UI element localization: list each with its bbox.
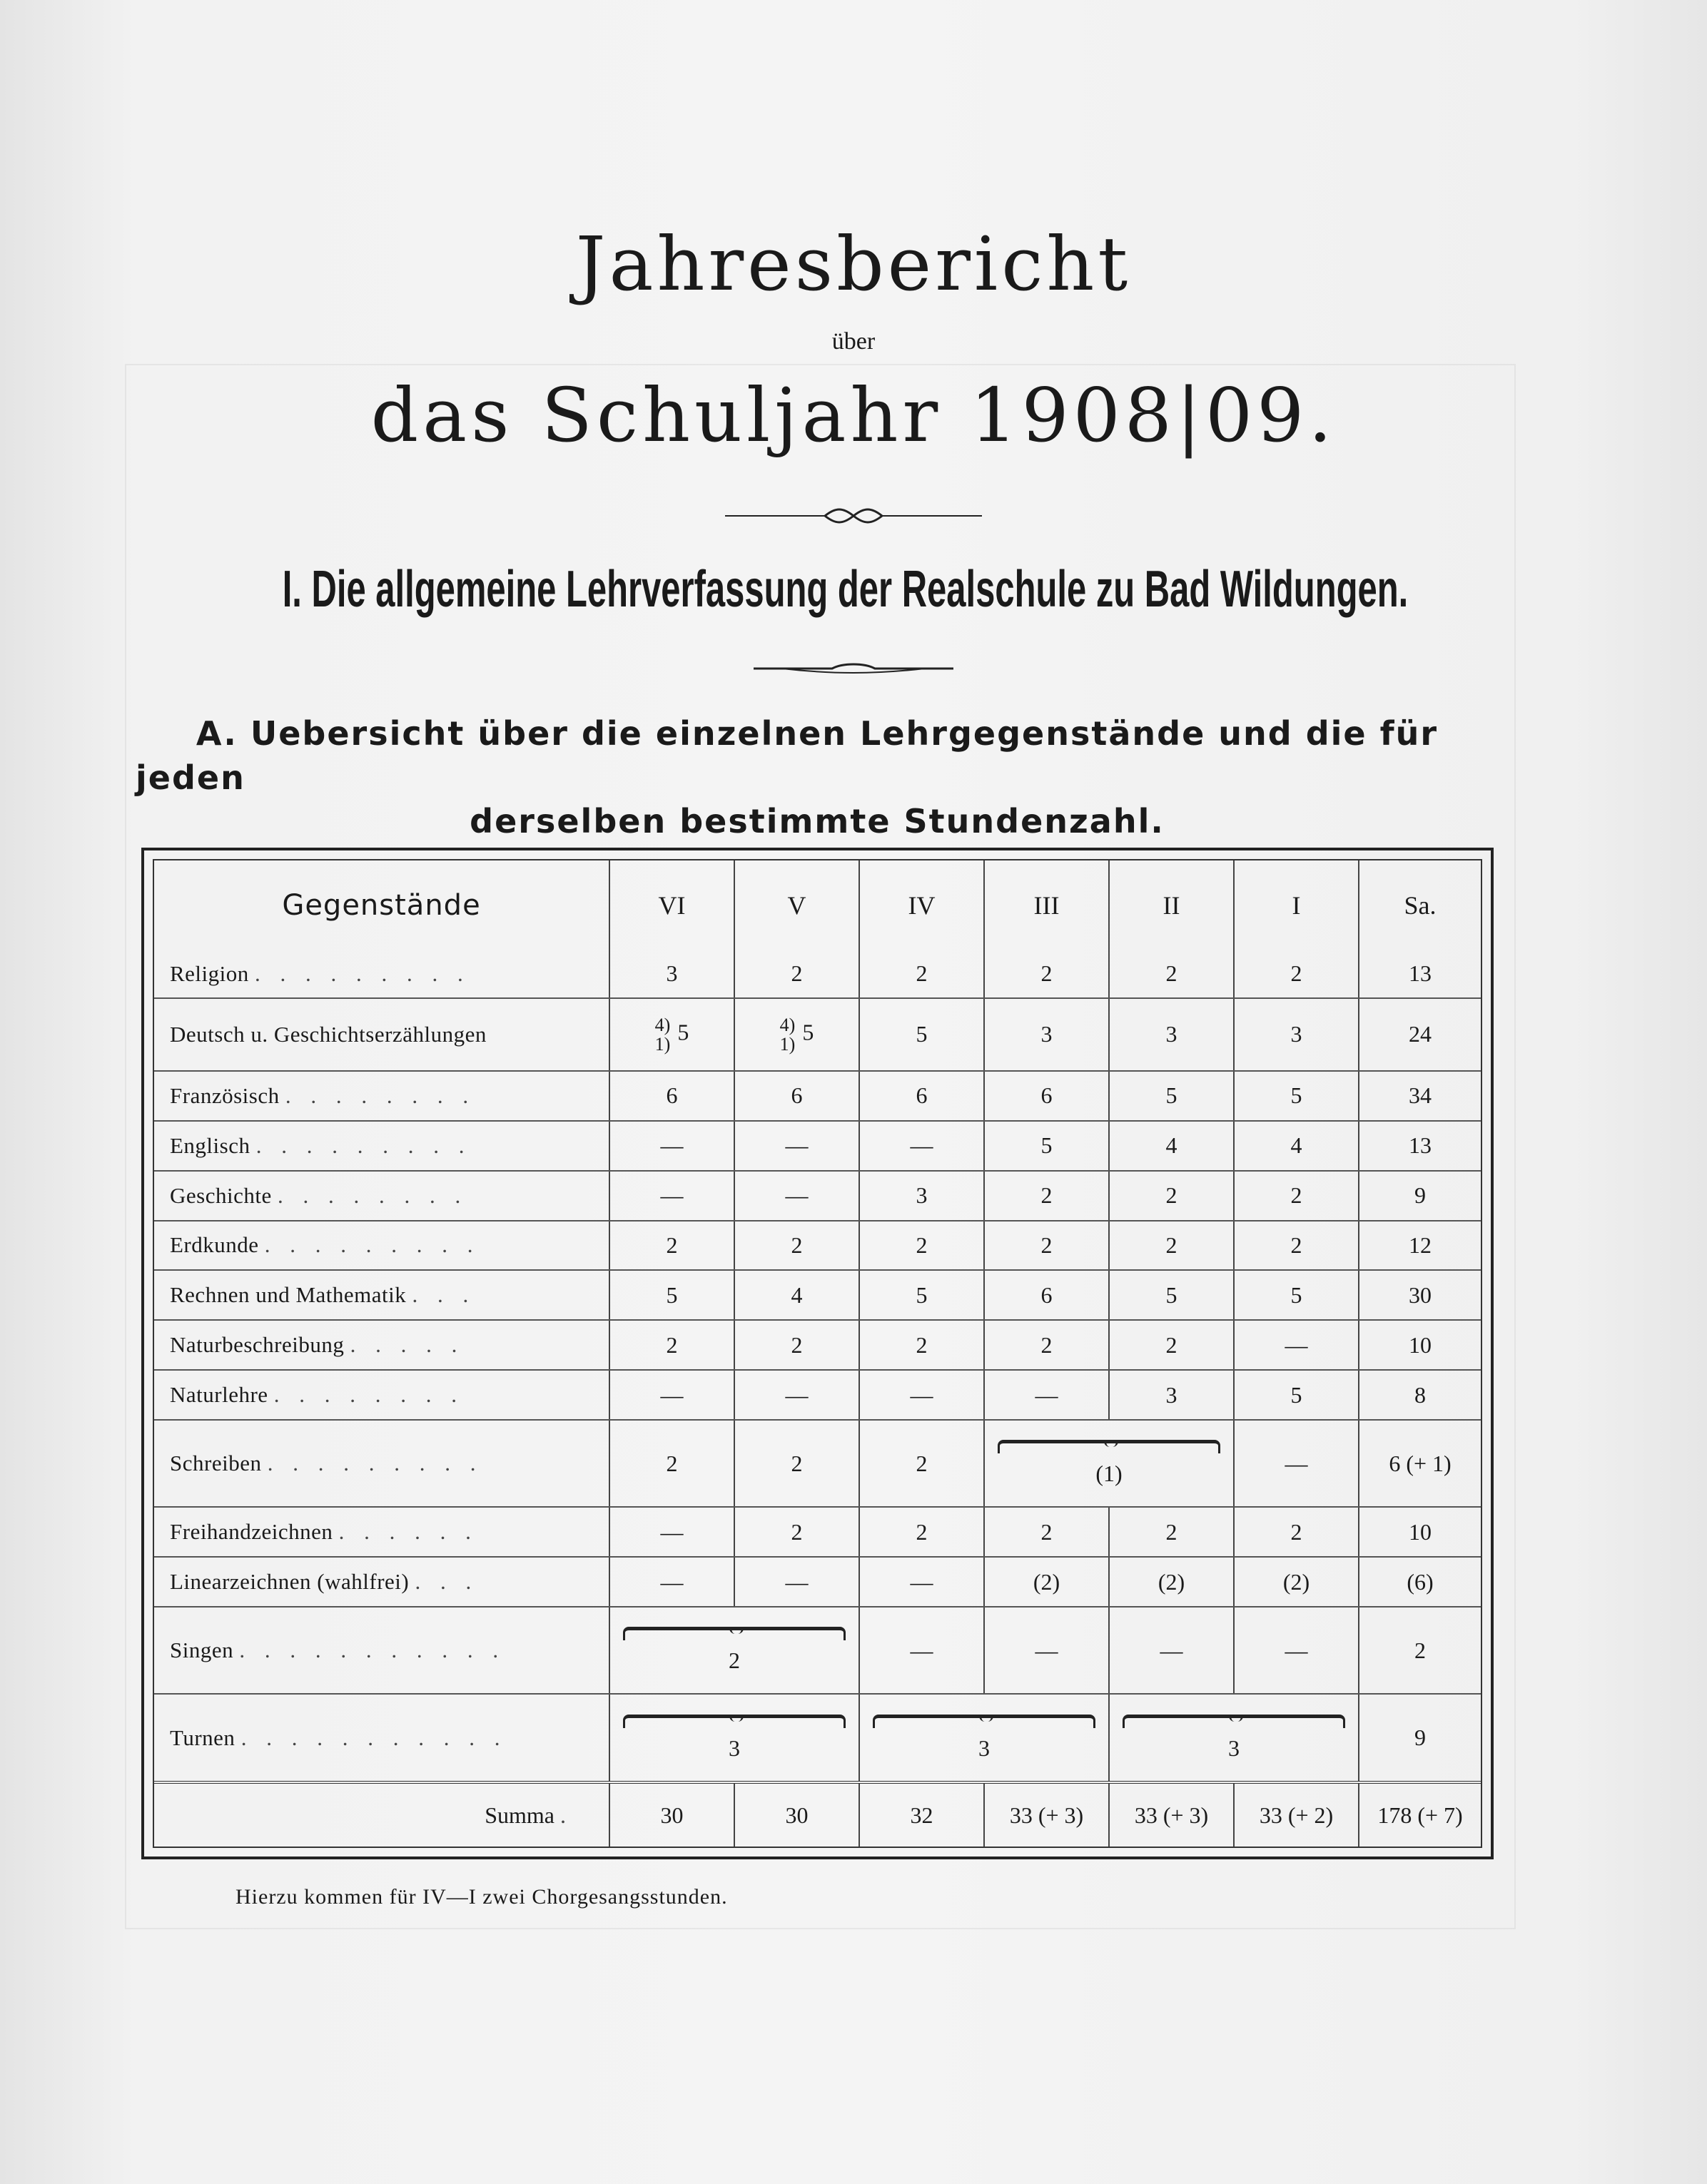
cell-iii: 2 [984, 1221, 1109, 1271]
cell-ii: 5 [1109, 1071, 1234, 1121]
column-header-i: I [1234, 860, 1359, 950]
row-label: Erdkunde . . . . . . . . . [154, 1221, 609, 1271]
cell-vi-v-bracketed: 2 [609, 1607, 859, 1694]
table-row-erdkunde [154, 1221, 1481, 1271]
cell-iv: 2 [859, 1221, 984, 1271]
table-row-linearzeichnen [154, 1557, 1481, 1607]
cell-vi: 3 [609, 950, 734, 998]
cell-iv: 5 [859, 1270, 984, 1320]
cell-iv: 2 [859, 1507, 984, 1557]
row-label: Englisch . . . . . . . . . [154, 1121, 609, 1171]
cell-sum: 2 [1359, 1607, 1481, 1694]
cell-iv: 2 [859, 950, 984, 998]
cell-vi: — [609, 1121, 734, 1171]
cell-v: — [734, 1370, 859, 1420]
brace-mark [998, 1440, 1220, 1453]
subsection-heading-line-1: A. Uebersicht über die einzelnen Lehrgegenstände und die für jeden [136, 714, 1439, 797]
table-row-deutsch [154, 998, 1481, 1071]
cell-ii: 3 [1109, 998, 1234, 1071]
table-row-naturlehre [154, 1370, 1481, 1420]
hours-table-inner-frame [153, 859, 1482, 1848]
brace-mark [623, 1715, 846, 1728]
cell-iv: — [859, 1121, 984, 1171]
cell-vi: — [609, 1507, 734, 1557]
row-label: Französisch . . . . . . . . [154, 1071, 609, 1121]
table-row-singen [154, 1607, 1481, 1694]
subsection-heading [136, 712, 1499, 844]
sum-ii: 33 (+ 3) [1109, 1782, 1234, 1847]
row-label: Turnen . . . . . . . . . . . [154, 1694, 609, 1782]
cell-i: 5 [1234, 1071, 1359, 1121]
cell-iii: 5 [984, 1121, 1109, 1171]
cell-sum: 6 (+ 1) [1359, 1420, 1481, 1507]
brace-mark [623, 1627, 846, 1640]
cell-iii: (2) [984, 1557, 1109, 1607]
school-year-title: das Schuljahr 1908|09. [370, 372, 1337, 459]
cell-iv: 2 [859, 1420, 984, 1507]
sum-label: Summa . [154, 1782, 609, 1847]
cell-vi: — [609, 1370, 734, 1420]
column-header-ii: II [1109, 860, 1234, 950]
cell-vi: 2 [609, 1420, 734, 1507]
row-label: Linearzeichnen (wahlfrei) . . . [154, 1557, 609, 1607]
cell-v: 4 [734, 1270, 859, 1320]
row-label: Deutsch u. Geschichtserzählungen [154, 998, 609, 1071]
sum-i: 33 (+ 2) [1234, 1782, 1359, 1847]
cell-v: 2 [734, 950, 859, 998]
cell-v: — [734, 1121, 859, 1171]
cell-ii: 4 [1109, 1121, 1234, 1171]
table-footnote: Hierzu kommen für IV—I zwei Chorgesangsstunden. [235, 1885, 728, 1909]
cell-iii: 3 [984, 998, 1109, 1071]
cell-vi: — [609, 1557, 734, 1607]
title-connector: über [831, 328, 876, 355]
cell-vi: 4) 1) 5 [609, 998, 734, 1071]
row-label: Schreiben . . . . . . . . . [154, 1420, 609, 1507]
cell-sum: 10 [1359, 1507, 1481, 1557]
row-label: Religion . . . . . . . . . [154, 950, 609, 998]
cell-vi: 6 [609, 1071, 734, 1121]
cell-sum: (6) [1359, 1557, 1481, 1607]
footnote-marks: 4) 1) [654, 1014, 671, 1055]
cell-iii-ii-bracketed: (1) [984, 1420, 1234, 1507]
row-label: Freihandzeichnen . . . . . . [154, 1507, 609, 1557]
cell-iv-iii-bracketed: 3 [859, 1694, 1109, 1782]
cell-i: 4 [1234, 1121, 1359, 1171]
cell-iv: — [859, 1607, 984, 1694]
ornament-divider-top [725, 505, 982, 527]
cell-ii: 2 [1109, 1507, 1234, 1557]
table-row-schreiben [154, 1420, 1481, 1507]
cell-iii: 2 [984, 1507, 1109, 1557]
table-row-naturbeschreibung [154, 1320, 1481, 1370]
hours-table-frame [141, 848, 1494, 1859]
cell-iii: — [984, 1370, 1109, 1420]
table-row-franzoesisch [154, 1071, 1481, 1121]
cell-sum: 10 [1359, 1320, 1481, 1370]
cell-i: — [1234, 1607, 1359, 1694]
cell-iii: — [984, 1607, 1109, 1694]
cell-vi: — [609, 1171, 734, 1221]
cell-sum: 13 [1359, 1121, 1481, 1171]
cell-vi: 2 [609, 1221, 734, 1271]
cell-iv: 3 [859, 1171, 984, 1221]
cell-ii: 2 [1109, 1320, 1234, 1370]
cell-vi-v-bracketed: 3 [609, 1694, 859, 1782]
cell-sum: 34 [1359, 1071, 1481, 1121]
cell-vi: 2 [609, 1320, 734, 1370]
cell-i: 2 [1234, 1171, 1359, 1221]
row-label: Naturbeschreibung . . . . . [154, 1320, 609, 1370]
cell-ii: 2 [1109, 1221, 1234, 1271]
cell-iv: 2 [859, 1320, 984, 1370]
table-row-geschichte [154, 1171, 1481, 1221]
cell-v: 2 [734, 1221, 859, 1271]
subsection-heading-line-2: derselben bestimmte Stundenzahl. [470, 802, 1165, 841]
cell-iii: 2 [984, 950, 1109, 998]
cell-ii: — [1109, 1607, 1234, 1694]
cell-iii: 6 [984, 1270, 1109, 1320]
sum-iii: 33 (+ 3) [984, 1782, 1109, 1847]
section-heading: I. Die allgemeine Lehrverfassung der Realschule zu Bad Wildungen. [282, 561, 1409, 618]
cell-iv: 6 [859, 1071, 984, 1121]
brace-mark [1123, 1715, 1345, 1728]
cell-i: 2 [1234, 1507, 1359, 1557]
cell-sum: 13 [1359, 950, 1481, 998]
cell-iii: 2 [984, 1320, 1109, 1370]
cell-sum: 24 [1359, 998, 1481, 1071]
column-header-iii: III [984, 860, 1109, 950]
subject-column-header: Gegenstände [154, 860, 609, 950]
cell-iv: — [859, 1370, 984, 1420]
ornament-divider-bottom [725, 660, 982, 677]
cell-ii: 5 [1109, 1270, 1234, 1320]
cell-i: — [1234, 1320, 1359, 1370]
table-row-englisch [154, 1121, 1481, 1171]
cell-i: 2 [1234, 950, 1359, 998]
cell-i: — [1234, 1420, 1359, 1507]
column-header-vi: VI [609, 860, 734, 950]
cell-v: 4) 1) 5 [734, 998, 859, 1071]
cell-v: 2 [734, 1420, 859, 1507]
sum-iv: 32 [859, 1782, 984, 1847]
cell-sum: 30 [1359, 1270, 1481, 1320]
sum-v: 30 [734, 1782, 859, 1847]
cell-vi: 5 [609, 1270, 734, 1320]
cell-ii: 2 [1109, 950, 1234, 998]
footnote-marks: 4) 1) [779, 1014, 796, 1055]
cell-sum: 9 [1359, 1171, 1481, 1221]
sum-total: 178 (+ 7) [1359, 1782, 1481, 1847]
column-header-sum: Sa. [1404, 890, 1437, 920]
cell-v: — [734, 1171, 859, 1221]
cell-ii: 2 [1109, 1171, 1234, 1221]
hours-table [154, 860, 1481, 1847]
cell-ii-i-bracketed: 3 [1109, 1694, 1359, 1782]
row-label: Naturlehre . . . . . . . . [154, 1370, 609, 1420]
row-label: Geschichte . . . . . . . . [154, 1171, 609, 1221]
column-header-v: V [734, 860, 859, 950]
cell-sum: 8 [1359, 1370, 1481, 1420]
table-row-mathematik [154, 1270, 1481, 1320]
sum-vi: 30 [609, 1782, 734, 1847]
cell-sum: 9 [1359, 1694, 1481, 1782]
cell-ii: 3 [1109, 1370, 1234, 1420]
cell-iv: — [859, 1557, 984, 1607]
table-row-summa [154, 1782, 1481, 1847]
cell-i: 3 [1234, 998, 1359, 1071]
cell-iii: 2 [984, 1171, 1109, 1221]
cell-ii: (2) [1109, 1557, 1234, 1607]
cell-i: 5 [1234, 1270, 1359, 1320]
cell-iv: 5 [859, 998, 984, 1071]
cell-v: 2 [734, 1320, 859, 1370]
cell-i: 2 [1234, 1221, 1359, 1271]
table-row-freihandzeichnen [154, 1507, 1481, 1557]
row-label: Rechnen und Mathematik . . . [154, 1270, 609, 1320]
report-title: Jahresbericht [575, 220, 1132, 308]
table-row-religion [154, 950, 1481, 998]
cell-iii: 6 [984, 1071, 1109, 1121]
cell-v: 2 [734, 1507, 859, 1557]
brace-mark [873, 1715, 1095, 1728]
cell-i: (2) [1234, 1557, 1359, 1607]
cell-v: 6 [734, 1071, 859, 1121]
column-header-iv: IV [859, 860, 984, 950]
row-label: Singen . . . . . . . . . . . [154, 1607, 609, 1694]
table-row-turnen [154, 1694, 1481, 1782]
cell-i: 5 [1234, 1370, 1359, 1420]
cell-sum: 12 [1359, 1221, 1481, 1271]
cell-v: — [734, 1557, 859, 1607]
